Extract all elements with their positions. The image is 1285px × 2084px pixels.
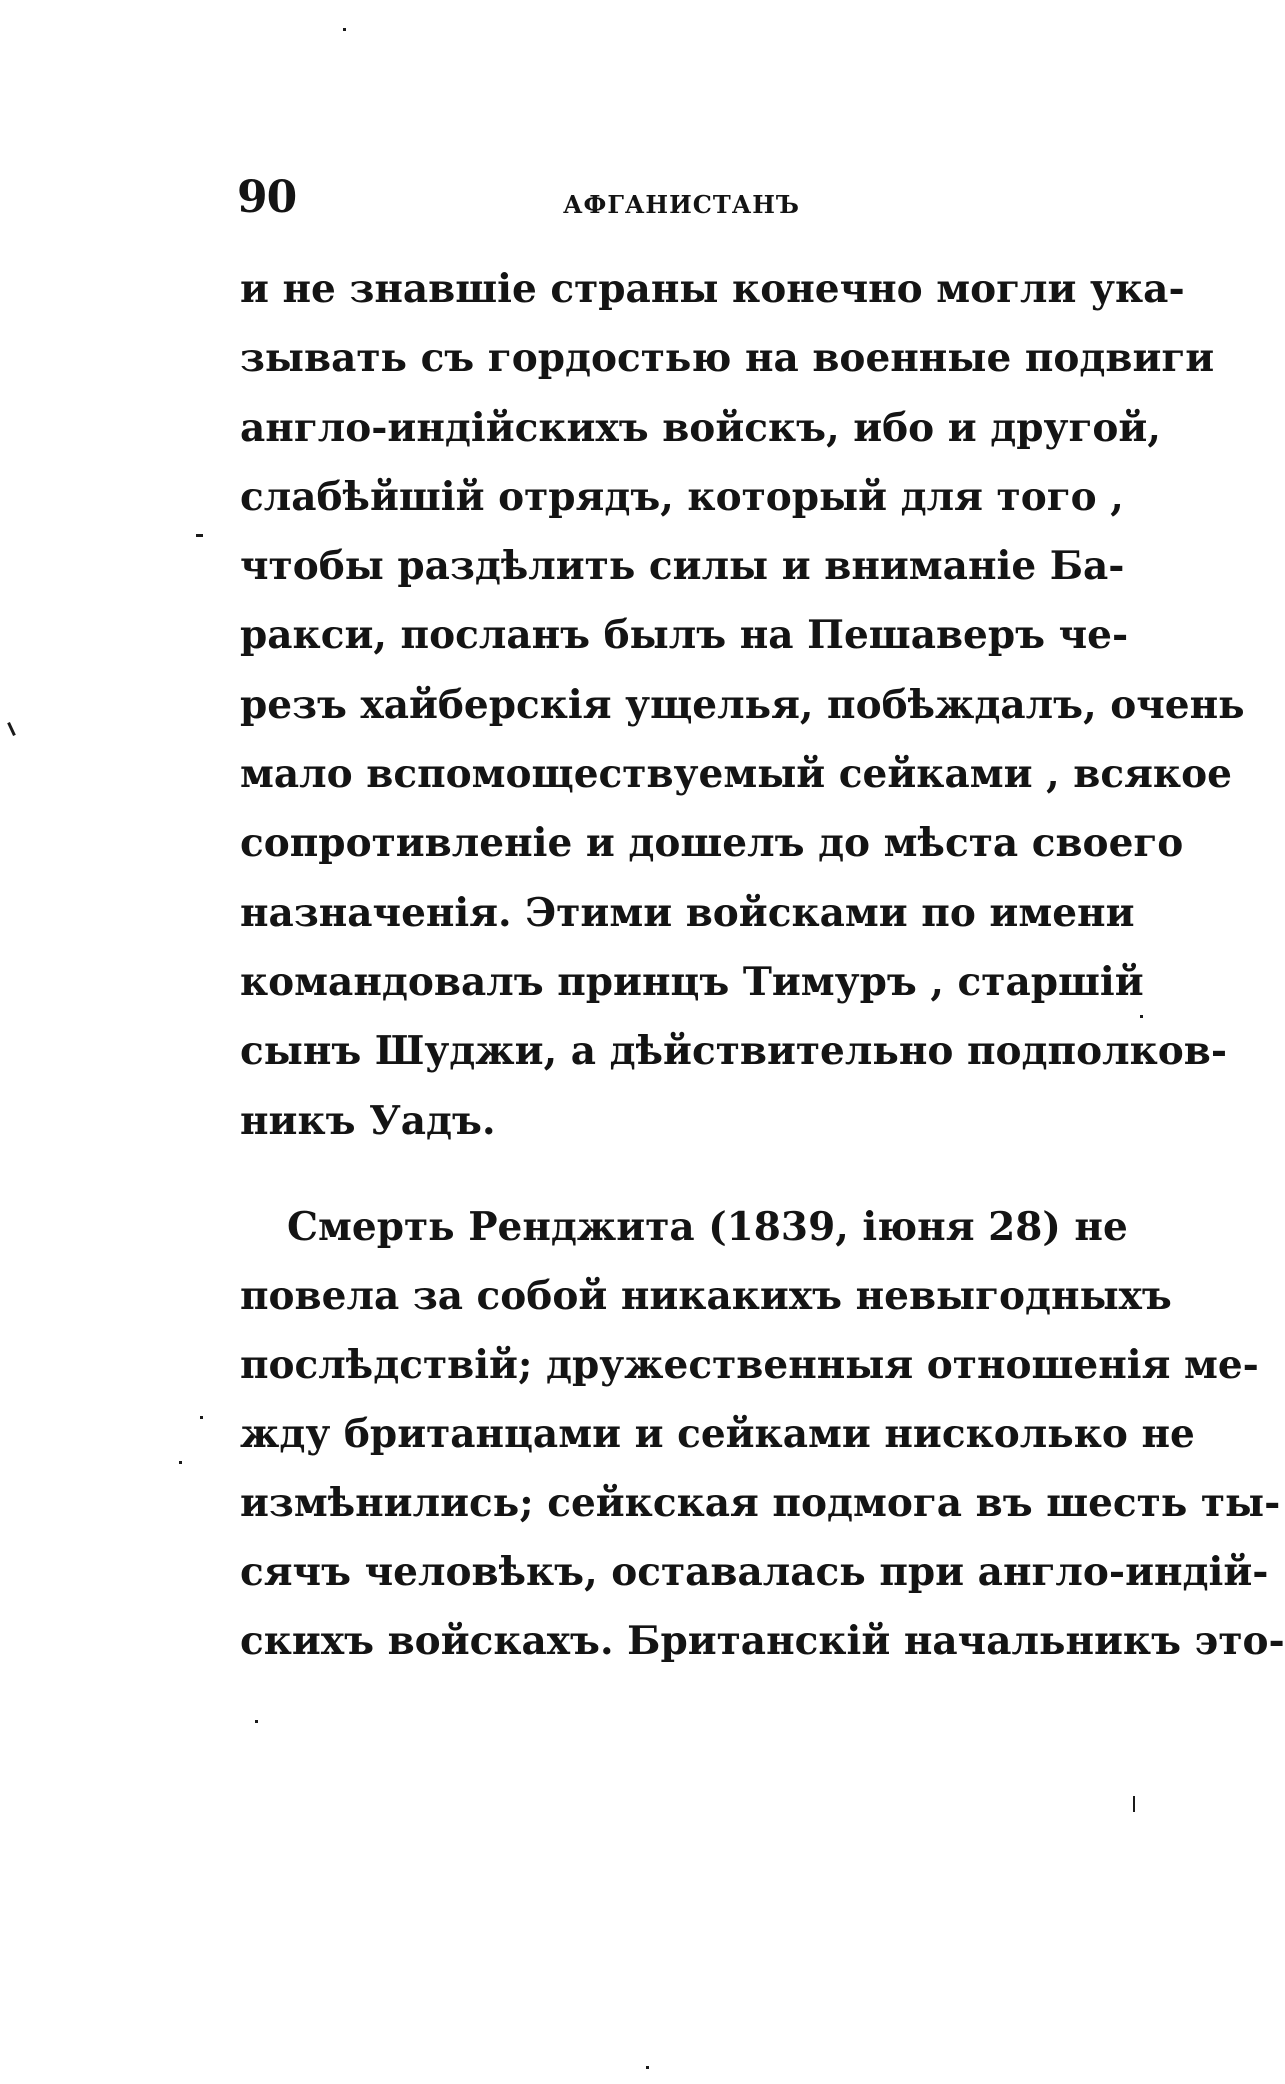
text-line: повела за собой никакихъ невыгодныхъ xyxy=(240,1273,1172,1319)
text-line: скихъ войскахъ. Британскій начальникъ это- xyxy=(240,1618,1285,1664)
text-line: и не знавшіе страны конечно могли ука- xyxy=(240,266,1185,312)
text-line: зывать съ гордостью на военные подвиги xyxy=(240,335,1215,382)
paragraph-1 xyxy=(240,255,1245,1156)
scan-speck xyxy=(343,28,346,31)
text-line: слабѣйшій отрядъ, который для того , xyxy=(240,473,1124,520)
text-line: Смерть Ренджита (1839, іюня 28) не xyxy=(287,1204,1128,1250)
scan-speck xyxy=(1140,1015,1143,1018)
text-line: ракси, посланъ былъ на Пешаверъ че- xyxy=(240,612,1129,659)
text-line: резъ хайберскія ущелья, побѣждалъ, очень xyxy=(240,681,1245,728)
scan-speck xyxy=(196,534,203,537)
text-line: сопротивленіе и дошелъ до мѣста своего xyxy=(240,820,1184,867)
paragraph-2 xyxy=(240,1193,1285,1676)
text-line: послѣдствій; дружественныя отношенія ме- xyxy=(240,1342,1259,1388)
scan-speck xyxy=(1133,1796,1135,1812)
text-line: чтобы раздѣлить силы и вниманіе Ба- xyxy=(240,543,1125,590)
text-line: никъ Уадъ. xyxy=(240,1097,496,1144)
scan-speck xyxy=(179,1461,182,1464)
text-line: англо-индійскихъ войскъ, ибо и другой, xyxy=(240,404,1161,451)
text-line: назначенія. Этими войсками по имени xyxy=(240,889,1135,936)
scan-speck xyxy=(255,1720,258,1723)
text-line: сынъ Шуджи, а дѣйствительно подполков- xyxy=(240,1028,1228,1075)
text-line: сячъ человѣкъ, оставалась при англо-индій- xyxy=(240,1549,1269,1595)
scan-speck xyxy=(7,722,16,736)
text-line: командовалъ принцъ Тимуръ , старшій xyxy=(240,958,1144,1005)
text-line: жду британцами и сейками нисколько не xyxy=(240,1411,1195,1457)
scan-speck xyxy=(200,1416,203,1419)
page-number: 90 xyxy=(237,172,297,223)
running-title: АФГАНИСТАНЪ xyxy=(563,190,800,219)
text-line: мало вспомоществуемый сейками , всякое xyxy=(240,751,1232,798)
scan-speck xyxy=(646,2066,649,2069)
text-line: измѣнились; сейкская подмога въ шесть ты- xyxy=(240,1480,1281,1526)
